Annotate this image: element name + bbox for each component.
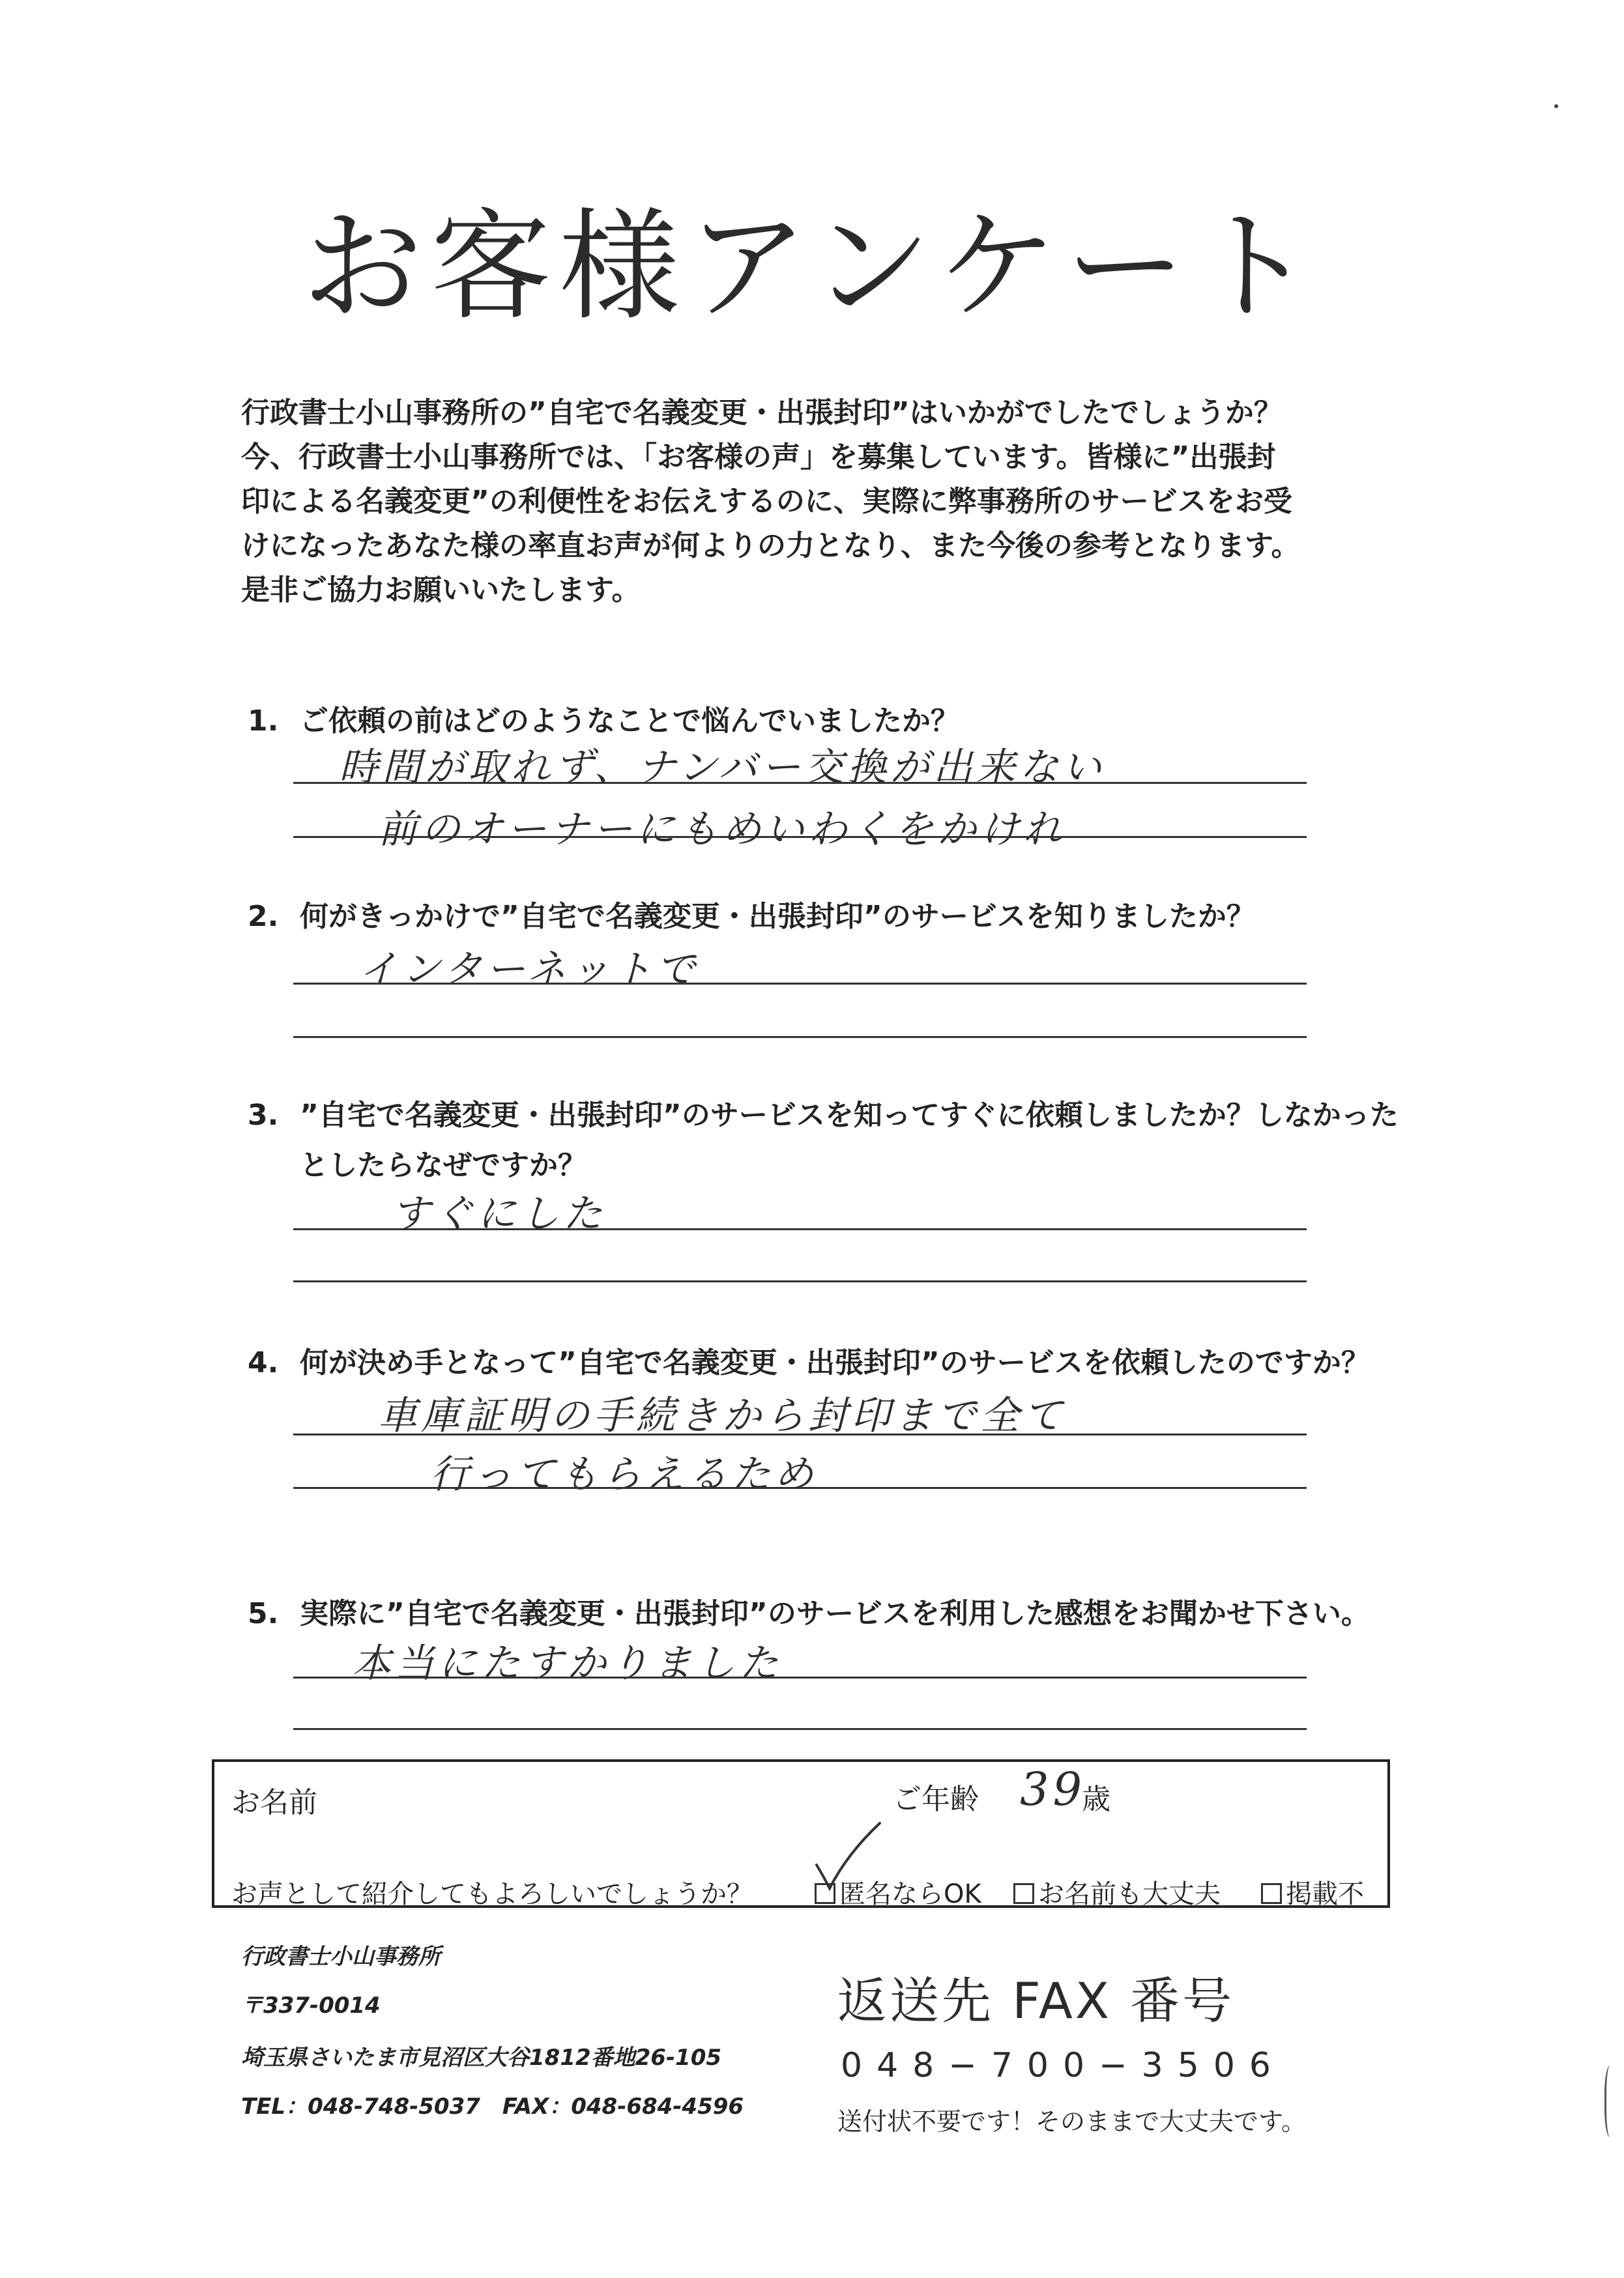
answer-1-line-1: 時間が取れず、ナンバー交換が出来ない [339,745,1105,790]
check-mark-icon [811,1818,883,1893]
answer-1-line-2: 前のオーナーにもめいわくをかけれ [378,807,1066,852]
name-label: お名前 [231,1786,317,1819]
page-title: お客様アンケート [302,196,1322,337]
answer-line [293,983,1307,985]
question-number: 2. [248,900,279,933]
answer-line [293,1677,1307,1679]
question-4 [248,1339,1370,1381]
answer-line [293,836,1307,838]
question-number: 5. [248,1597,279,1630]
scan-speck [1554,104,1558,108]
question-2 [248,893,1255,934]
option-label: お名前も大丈夫 [1038,1879,1221,1909]
age-label: ご年齢 [893,1783,979,1816]
office-name: 行政書士小山事務所 [241,1944,441,1970]
answer-2-line-1: インターネットで [358,947,699,992]
scan-edge-mark [1604,2066,1618,2137]
answer-line [293,1036,1307,1038]
age-value: 39 [1020,1763,1086,1816]
checkbox[interactable] [1013,1883,1034,1904]
answer-3-line-1: すぐにした [391,1191,606,1237]
intro-line: 今、行政書士小山事務所では、「お客様の声」を募集しています。皆様に”出張封 [241,440,1276,474]
question-text: 実際に”自宅で名義変更・出張封印”のサービスを利用した感想をお聞かせ下さい。 [300,1597,1370,1630]
option-name-ok[interactable] [1013,1873,1221,1910]
question-text: ご依頼の前はどのようなことで悩んでいましたか？ [300,704,959,738]
office-address: 埼玉県さいたま市見沼区大谷1812番地26-105 [241,2045,722,2071]
option-label: 掲載不 [1286,1879,1364,1909]
answer-line [293,1487,1307,1489]
answer-line [293,1280,1307,1282]
answer-line [293,1434,1307,1435]
question-3 [248,1091,1399,1133]
intro-line: けになったあなた様の率直お声が何よりの力となり、また今後の参考となります。 [241,529,1300,562]
option-label: 匿名ならOK [839,1879,981,1909]
option-no-publish[interactable] [1261,1873,1364,1910]
question-number: 1. [248,704,279,738]
question-text: 何が決め手となって”自宅で名義変更・出張封印”のサービスを依頼したのですか？ [300,1346,1370,1379]
redacted-name-field[interactable] [339,1763,652,1815]
checkbox[interactable] [1261,1883,1282,1904]
question-text: ”自宅で名義変更・出張封印”のサービスを知ってすぐに依頼しましたか？しなかった [300,1099,1399,1132]
answer-line [293,1728,1307,1730]
intro-line: 印による名義変更”の利便性をお伝えするのに、実際に弊事務所のサービスをお受 [241,485,1292,518]
question-number: 3. [248,1099,279,1132]
question-5 [248,1590,1370,1632]
office-postal: 〒337-0014 [241,1993,381,2019]
age-unit: 歳 [1082,1783,1110,1816]
intro-paragraph [241,391,1512,613]
answer-4-line-1: 車庫証明の手続きから封印まで全て [378,1393,1066,1439]
question-text: 何がきっかけで”自宅で名義変更・出張封印”のサービスを知りましたか？ [300,900,1255,933]
office-contact: TEL：048-748-5037 FAX：048-684-4596 [241,2094,744,2120]
question-number: 4. [248,1346,279,1379]
question-1 [248,697,959,739]
intro-line: 是非ご協力お願いいたします。 [241,573,641,607]
consent-question: お声として紹介してもよろしいでしょうか？ [231,1879,753,1909]
intro-line: 行政書士小山事務所の”自宅で名義変更・出張封印”はいかがでしたでしょうか？ [241,396,1283,429]
return-fax-title: 返送先 FAX 番号 [837,1972,1235,2030]
answer-4-line-2: 行ってもらえるため [430,1452,817,1497]
answer-line [293,782,1307,784]
return-fax-number: 048−700−3506 [841,2046,1285,2085]
answer-5-line-1: 本当にたすかりました [352,1641,782,1686]
question-3-continued: としたらなぜですか？ [300,1149,587,1182]
return-fax-note: 送付状不要です！そのままで大丈夫です。 [837,2107,1306,2136]
answer-line [293,1228,1307,1230]
